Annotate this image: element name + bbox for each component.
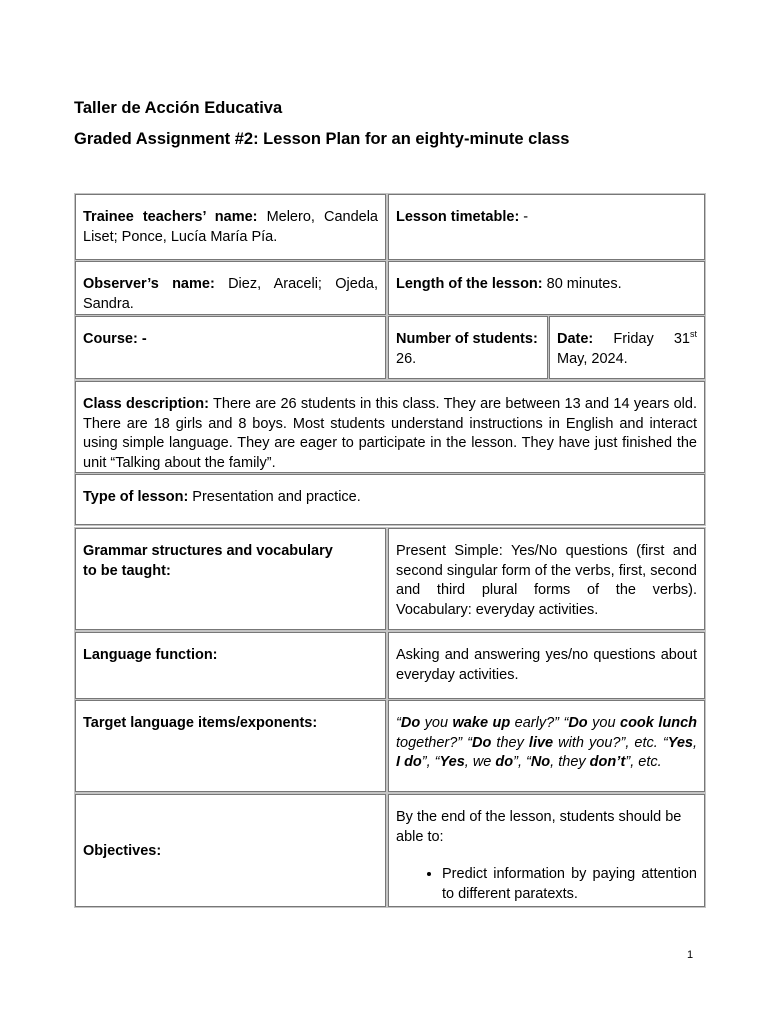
objectives-intro: By the end of the lesson, students should be able to: <box>396 809 682 845</box>
target-text: ”, “ <box>421 754 440 770</box>
target-text: ”, etc. <box>625 754 662 770</box>
timetable-label: Lesson timetable: <box>396 209 520 225</box>
number-of-students-cell <box>388 316 548 379</box>
target-bold: live <box>528 734 554 751</box>
target-text: early?” “ <box>510 715 569 731</box>
students-label: Number of students: <box>396 331 538 347</box>
observer-value: Diez, Araceli; Ojeda, Sandra. <box>83 276 378 312</box>
class-description-label: Class description: <box>83 396 209 412</box>
objectives-label: Objectives: <box>83 843 162 859</box>
grammar-label-cell <box>75 528 386 630</box>
objectives-value-cell <box>388 794 705 907</box>
target-text: ”, “ <box>513 754 531 770</box>
trainee-value: Melero, Candela Liset; Ponce, Lucía María Pía. <box>83 209 378 245</box>
trainee-teachers-cell <box>75 194 386 260</box>
course-label: Course: - <box>83 331 147 347</box>
date-value: Friday 31 <box>593 331 690 347</box>
target-bold: Do <box>472 734 492 751</box>
observer-label: Observer’s name: <box>83 276 215 292</box>
target-bold: do <box>404 754 422 770</box>
class-description-cell <box>75 381 705 473</box>
language-function-label-cell <box>75 632 386 699</box>
objectives-list <box>396 865 697 904</box>
type-of-lesson-cell <box>75 474 705 525</box>
language-function-label: Language function: <box>83 647 218 663</box>
lesson-timetable-cell <box>388 194 705 260</box>
target-text: , we <box>464 754 496 770</box>
students-value: 26. <box>396 350 417 367</box>
objective-item: • Predict information by paying attention to different paratexts. <box>442 865 697 904</box>
target-language-label: Target language items/exponents: <box>83 715 318 731</box>
target-text: together?” “ <box>396 734 473 751</box>
course-cell <box>75 316 386 379</box>
date-label: Date: <box>557 331 594 347</box>
target-bold: Do <box>400 715 421 731</box>
lesson-length-cell <box>388 261 705 315</box>
class-description-value: There are 26 students in this class. They are between 13 and 14 years old. There are 18 girls and 8 boys. Most students understand instructions in English and interact using simple language. They are eager to participate in the lesson. They have just finished the unit “Talking about the family”. <box>83 396 697 471</box>
target-language-label-cell <box>75 700 386 792</box>
date-ordinal: st <box>689 329 697 340</box>
grammar-value: Present Simple: Yes/No questions (first and second singular form of the verbs, first, second and third plural forms of the verbs). Vocabulary: everyday activities. <box>396 543 697 618</box>
target-bold: don’t <box>589 754 626 770</box>
document-title: Taller de Acción Educativa <box>74 99 283 117</box>
target-text: , <box>692 734 697 751</box>
observer-cell <box>75 261 386 315</box>
language-function-value: Asking and answering yes/no questions about everyday activities. <box>396 647 697 683</box>
assignment-title: Graded Assignment #2: Lesson Plan for an eighty-minute class <box>74 130 570 148</box>
length-label: Length of the lesson: <box>396 276 543 292</box>
date-cell <box>549 316 705 379</box>
language-function-value-cell <box>388 632 705 699</box>
trainee-label: Trainee teachers’ name: <box>83 209 258 225</box>
target-text: you <box>420 715 453 731</box>
page-number: 1 <box>687 949 694 961</box>
target-bold: Yes <box>439 754 465 770</box>
type-of-lesson-value: Presentation and practice. <box>188 489 361 505</box>
target-bold: wake up <box>452 715 511 731</box>
target-text: they <box>491 734 529 751</box>
objectives-label-cell <box>75 794 386 907</box>
grammar-label: Grammar structures and vocabulary to be taught: <box>83 543 333 579</box>
target-bold: Yes <box>667 734 693 751</box>
target-text: with you?”, etc. “ <box>553 734 668 751</box>
target-bold: cook lunch <box>620 715 697 731</box>
target-text: “ <box>396 715 401 731</box>
grammar-value-cell <box>388 528 705 630</box>
target-bold: Do <box>568 715 588 731</box>
target-text: you <box>587 715 620 731</box>
length-value: 80 minutes. <box>542 276 622 292</box>
date-value-rest: May, 2024. <box>557 350 628 367</box>
type-of-lesson-label: Type of lesson: <box>83 489 189 505</box>
target-bold: do <box>495 754 514 770</box>
target-bold: I <box>396 754 401 770</box>
target-bold: No <box>530 754 551 770</box>
target-language-value-cell <box>388 700 705 792</box>
target-text: , they <box>550 754 590 770</box>
timetable-value: - <box>519 209 529 225</box>
